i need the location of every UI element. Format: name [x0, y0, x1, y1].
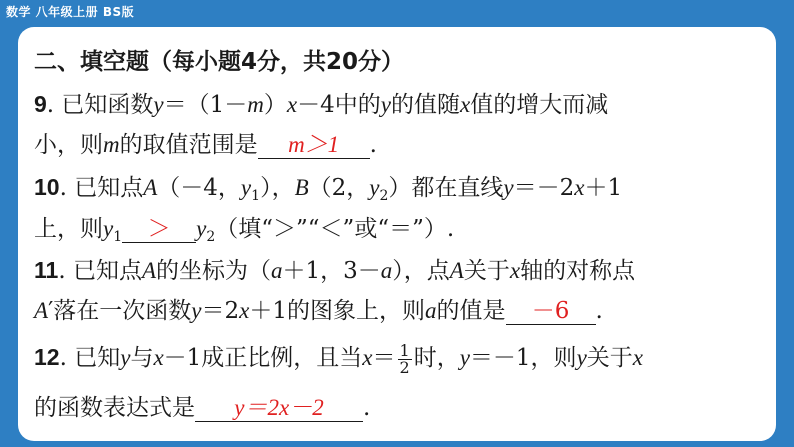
text: －1成正比例，且当 — [163, 345, 363, 371]
question-number: 10 — [34, 174, 60, 200]
text: －4中的 — [297, 92, 381, 118]
answer-blank — [122, 216, 196, 243]
text: . 已知点 — [59, 175, 144, 201]
answer-text: m＞1 — [288, 132, 340, 157]
text: 的取值范围是 — [119, 132, 258, 158]
text: ） — [263, 92, 287, 118]
text: . — [369, 132, 377, 158]
variable: A — [143, 175, 158, 200]
question-11-line-1 — [34, 255, 635, 286]
variable: A — [141, 258, 157, 283]
text: ′落在一次函数 — [48, 298, 192, 324]
variable: y — [576, 345, 587, 370]
variable: y — [191, 298, 202, 323]
variable: m — [103, 132, 120, 157]
variable: m — [247, 92, 264, 117]
question-12-line-1 — [34, 342, 643, 376]
variable: x — [286, 92, 298, 117]
text: . 已知点 — [58, 258, 142, 284]
text: 时， — [413, 345, 460, 371]
text: . — [595, 298, 603, 324]
subscript: 1 — [251, 188, 261, 204]
variable: x — [362, 345, 373, 370]
variable: x — [574, 175, 585, 200]
variable: y — [103, 216, 114, 241]
subscript: 1 — [113, 229, 123, 245]
variable: B — [294, 175, 309, 200]
variable: y — [240, 175, 252, 200]
text: 与 — [130, 345, 154, 371]
text: ＝－2 — [513, 175, 575, 201]
variable: x — [632, 345, 643, 370]
text: . 已知函数 — [46, 92, 154, 118]
text: ＝－1，则 — [469, 345, 577, 371]
top-bar — [0, 0, 794, 26]
question-number: 12 — [34, 344, 60, 370]
variable: a — [380, 258, 393, 283]
text: 上，则 — [34, 216, 103, 242]
text: ＝2 — [201, 298, 240, 324]
content-card — [18, 27, 776, 441]
course-label: 数学 八年级上册 BS版 — [6, 5, 135, 19]
variable: y — [196, 216, 207, 241]
variable: x — [153, 345, 164, 370]
answer-text: ＞ — [147, 216, 171, 242]
variable: x — [509, 258, 521, 283]
question-12-line-2 — [34, 393, 370, 423]
question-10-line-2 — [34, 214, 454, 244]
text: 关于 — [586, 345, 633, 371]
variable: y — [369, 175, 380, 200]
variable: A — [449, 258, 464, 283]
text: ＋1的图象上，则 — [249, 298, 426, 324]
variable: y — [120, 345, 131, 370]
variable: A — [34, 298, 49, 323]
text: ＋1，3－ — [282, 258, 381, 284]
text: 小，则 — [34, 132, 103, 158]
section-title: 二、填空题（每小题4分，共20分） — [34, 49, 405, 75]
text: ＋1 — [584, 175, 623, 201]
fraction-numerator: 1 — [399, 340, 410, 360]
text: ＝ — [372, 345, 396, 371]
text: . 已知 — [59, 345, 121, 371]
subscript: 2 — [379, 188, 389, 204]
text: ），点 — [392, 258, 450, 284]
answer-text: y＝2x－2 — [234, 395, 324, 420]
variable: y — [153, 92, 164, 117]
text: 的坐标为（ — [156, 258, 272, 284]
text: ）都在直线 — [388, 175, 504, 201]
text: （填“＞”“＜”或“＝”）. — [215, 216, 455, 242]
variable: y — [503, 175, 514, 200]
text: . — [363, 395, 371, 421]
text: 轴的对称点 — [520, 258, 636, 284]
variable: x — [459, 92, 471, 117]
text: （－4， — [157, 175, 241, 201]
question-9-line-2 — [34, 130, 377, 160]
question-10-line-1 — [34, 172, 622, 203]
variable: y — [380, 92, 391, 117]
fraction-denominator: 2 — [399, 357, 410, 377]
text: 的函数表达式是 — [34, 395, 195, 421]
text: 的值是 — [436, 298, 506, 324]
variable: a — [425, 298, 437, 323]
text: 的值随 — [390, 92, 460, 118]
answer-blank — [258, 132, 370, 159]
text: ）， — [260, 175, 295, 201]
text: 关于 — [463, 258, 510, 284]
subscript: 2 — [206, 229, 216, 245]
variable: y — [459, 345, 470, 370]
question-number: 9 — [34, 91, 47, 117]
question-number: 11 — [34, 257, 59, 283]
answer-text: －6 — [531, 298, 570, 324]
text: 值的增大而减 — [470, 92, 609, 118]
fraction — [398, 340, 412, 377]
text: （2， — [308, 175, 370, 201]
text: ＝（1－ — [163, 92, 248, 118]
answer-blank — [195, 395, 363, 422]
answer-blank — [506, 298, 596, 325]
question-11-line-2 — [34, 296, 603, 326]
variable: x — [239, 298, 250, 323]
variable: a — [271, 258, 283, 283]
question-9-line-1 — [34, 89, 608, 120]
